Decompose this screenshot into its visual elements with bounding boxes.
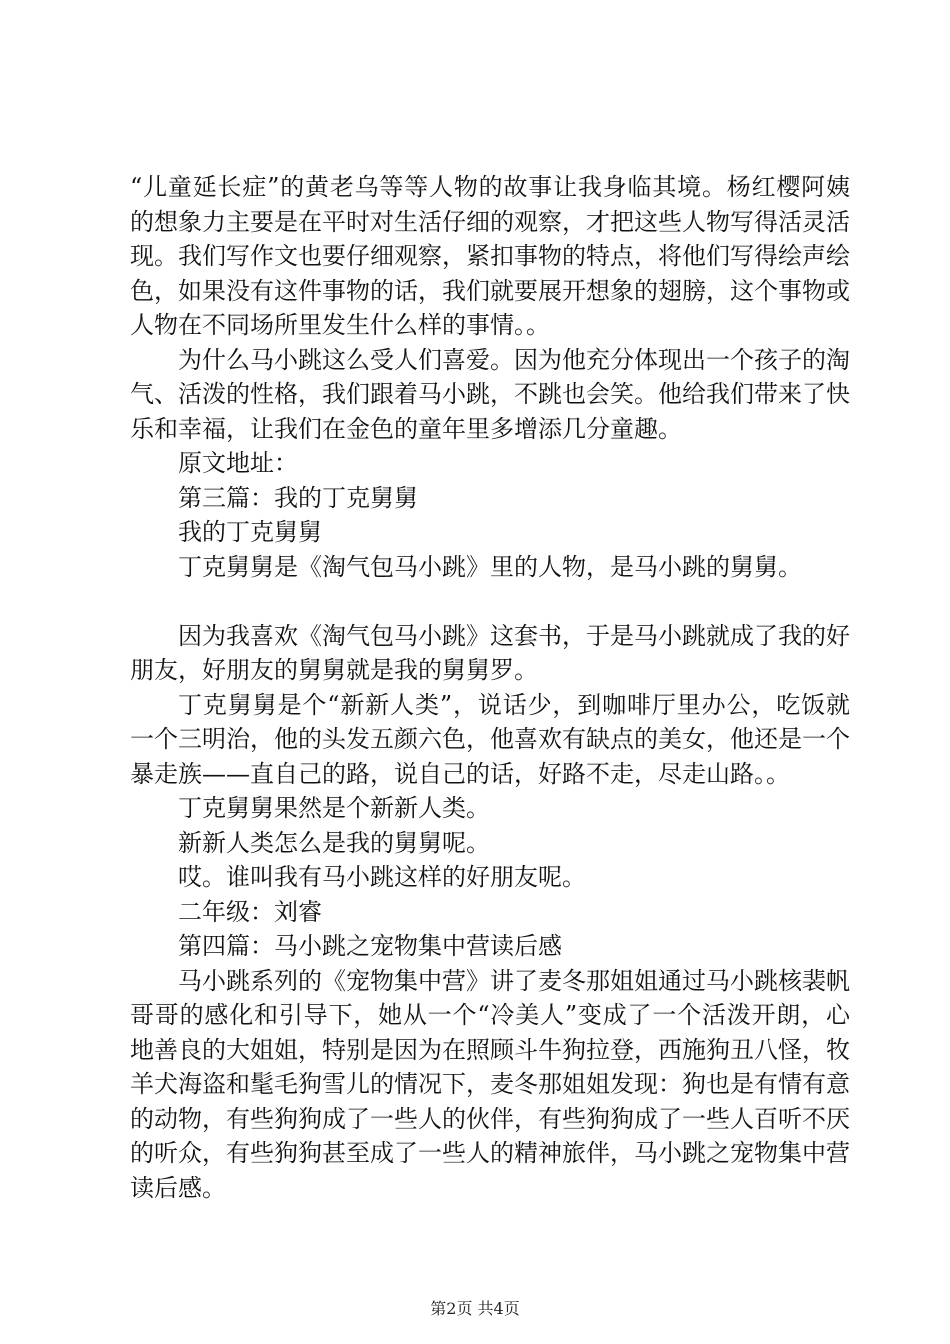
paragraph: 马小跳系列的《宠物集中营》讲了麦冬那姐姐通过马小跳核裴帆哥哥的感化和引导下，她从一个“冷美人”变成了一个活泼开朗，心地善良的大姐姐，特别是因为在照顾斗牛狗拉登，西施狗丑八怪，牧羊犬海盗和髦毛狗雪儿的情况下，麦冬那姐姐发现：狗也是有情有意的动物，有些狗狗成了一些人的伙伴，有些狗狗成了一些人百听不厌的听众，有些狗狗甚至成了一些人的精神旅伴，马小跳之宠物集中营读后感。 — [130, 966, 850, 1202]
paragraph: “儿童延长症”的黄老乌等等人物的故事让我身临其境。杨红樱阿姨的想象力主要是在平时对生活仔细的观察，才把这些人物写得活灵活现。我们写作文也要仔细观察，紧扣事物的特点，将他们写得绘声绘色，如果没有这件事物的话，我们就要展开想象的翅膀，这个事物或人物在不同场所里发生什么样的事情。。 — [130, 173, 850, 339]
paragraph-spacer — [130, 584, 850, 619]
paragraph: 第三篇：我的丁克舅舅 — [178, 483, 418, 512]
page-footer: 第2页 共4页 — [430, 1299, 520, 1318]
paragraph: 丁克舅舅是个“新新人类”，说话少，到咖啡厅里办公，吃饭就一个三明治，他的头发五颜六色，他喜欢有缺点的美女，他还是一个暴走族——直自己的路，说自己的话，好路不走，尽走山路。。 — [130, 690, 850, 788]
paragraph: 哎。谁叫我有马小跳这样的好朋友呢。 — [178, 863, 586, 891]
paragraph: 原文地址： — [178, 449, 298, 477]
paragraph: 丁克舅舅果然是个新新人类。 — [178, 794, 490, 822]
document-body — [130, 170, 850, 1205]
paragraph: 我的丁克舅舅 — [178, 518, 322, 546]
paragraph: 新新人类怎么是我的舅舅呢。 — [178, 828, 490, 857]
paragraph: 第四篇：马小跳之宠物集中营读后感 — [178, 932, 562, 960]
paragraph: 因为我喜欢《淘气包马小跳》这套书，于是马小跳就成了我的好朋友，好朋友的舅舅就是我的舅舅罗。 — [130, 621, 850, 684]
paragraph: 丁克舅舅是《淘气包马小跳》里的人物，是马小跳的舅舅。 — [178, 552, 802, 581]
paragraph: 为什么马小跳这么受人们喜爱。因为他充分体现出一个孩子的淘气、活泼的性格，我们跟着马小跳，不跳也会笑。他给我们带来了快乐和幸福，让我们在金色的童年里多增添几分童趣。 — [130, 345, 850, 443]
paragraph: 二年级：刘睿 — [178, 897, 322, 926]
